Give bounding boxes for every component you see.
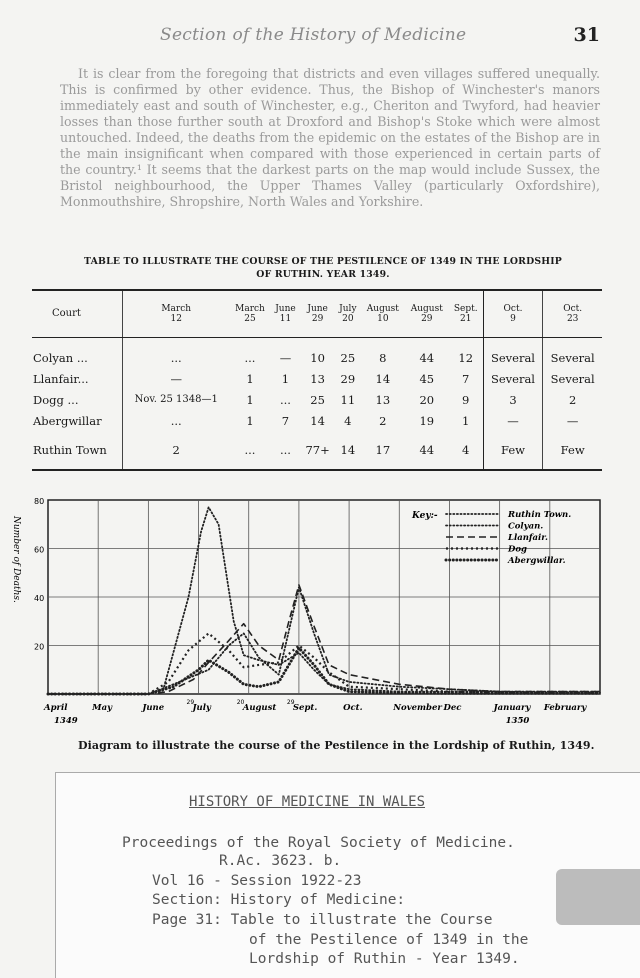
- x-tick-label: July: [192, 703, 211, 713]
- diagram-caption: Diagram to illustrate the course of the Pestilence in the Lordship of Ruthin, 1349.: [78, 739, 595, 752]
- court-name: Ruthin Town: [32, 431, 123, 470]
- table-cell: 25: [310, 392, 325, 407]
- table-cell: 1: [246, 392, 254, 407]
- table-cell: —: [483, 410, 543, 431]
- table-cell: Few: [543, 431, 602, 470]
- table-cell: 12: [458, 350, 474, 365]
- table-cell: ...: [123, 338, 230, 369]
- legend-title: Key:-: [412, 511, 438, 521]
- column-header: June 29: [300, 290, 334, 338]
- x-sublabel: 1349: [54, 716, 78, 726]
- table-caption: [58, 255, 588, 281]
- table-cell: Several: [543, 368, 602, 389]
- y-tick-label: 40: [34, 594, 45, 603]
- table-cell: 7: [281, 413, 290, 428]
- court-column-header: Court: [32, 290, 123, 338]
- table-row: [32, 431, 602, 470]
- x-tick-label: April: [44, 703, 68, 713]
- legend-label: Abergwillar.: [508, 556, 566, 566]
- x-tick-label: Sept.: [292, 703, 318, 713]
- table-cell: 4: [449, 431, 483, 470]
- table-cell: 1: [281, 371, 290, 386]
- table-cell: 19: [419, 413, 435, 428]
- table-cell: Few: [483, 431, 543, 470]
- table-cell: Nov. 25 1348—1: [123, 389, 230, 410]
- table-cell: 2: [543, 389, 602, 410]
- card-line: Vol 16 - Session 1922-23: [152, 873, 362, 889]
- card-line: R.Ac. 3623. b.: [219, 853, 342, 869]
- card-line: Proceedings of the Royal Society of Medicine.: [122, 835, 515, 851]
- column-header: Oct. 9: [483, 290, 543, 338]
- series-line: [48, 648, 600, 694]
- y-tick-label: 20: [34, 642, 45, 652]
- column-header: Oct. 23: [543, 290, 602, 338]
- table-cell: 4: [344, 413, 352, 428]
- column-header: Sept. 21: [449, 290, 483, 338]
- table-cell: 10: [310, 350, 325, 365]
- series-line: [48, 633, 600, 694]
- table-cell: 8: [379, 350, 387, 365]
- pestilence-table: [32, 289, 602, 471]
- column-header: August 10: [361, 290, 405, 338]
- catalogue-card: [55, 772, 640, 978]
- table-cell: 3: [483, 389, 543, 410]
- x-tick-label: January: [493, 703, 531, 713]
- legend-label: Colyan.: [508, 521, 544, 532]
- table-row: [32, 410, 602, 431]
- table-cell: 29: [340, 371, 356, 386]
- y-axis-label: Number of Deaths.: [11, 516, 21, 603]
- court-name: Dogg ...: [33, 392, 79, 407]
- body-paragraph: It is clear from the foregoing that districts and even villages suffered unequally. This is confirmed by other evidence. Thus, the Bishop of Winchester's manors immediately east and south of Winchester, e.g., Cheriton and Twyford, had heavier losses than those further south at Droxford and Bishop's Stoke which were almost untouched. Indeed, the deaths from the epidemic on the estates of the Bishop are in the main insignificant when compared with those experienced in certain parts of the country.¹ It seems that the darkest parts on the map would include Sussex, the Bristol neighbourhood, the Upper Thames Valley (particularly Oxfordshire), Monmouthshire, Shropshire, North Wales and Yorkshire.: [60, 66, 600, 209]
- table-cell: 1: [246, 413, 254, 428]
- running-title: Section of the History of Medicine: [160, 25, 467, 45]
- table-cell: Several: [543, 338, 602, 369]
- card-line: Lordship of Ruthin - Year 1349.: [249, 951, 520, 967]
- table-row: [32, 389, 602, 410]
- card-line: Page 31: Table to illustrate the Course: [152, 912, 493, 928]
- page-header: [0, 22, 640, 52]
- x-tick-label: August: [242, 703, 277, 713]
- table-cell: Several: [483, 338, 543, 369]
- table-cell: 9: [462, 392, 470, 407]
- table-cell: —: [123, 368, 230, 389]
- table-caption-line1: TABLE TO ILLUSTRATE THE COURSE OF THE PESTILENCE OF 1349 IN THE LORDSHIP: [84, 256, 562, 267]
- court-name: Colyan ...: [33, 350, 88, 365]
- column-header: July 20: [335, 290, 361, 338]
- table-cell: 14: [375, 371, 391, 386]
- table-cell: ...: [244, 350, 256, 365]
- card-line: Section: History of Medicine:: [152, 892, 406, 908]
- table-row: [32, 338, 602, 369]
- table-cell: 7: [462, 371, 470, 386]
- x-tick-label: Oct.: [343, 703, 363, 713]
- x-tick-label: May: [92, 703, 113, 713]
- x-tick-label: June: [142, 703, 165, 713]
- x-sublabel: 1350: [505, 716, 530, 726]
- table-cell: 20: [419, 392, 435, 407]
- x-prefix: 29: [186, 699, 195, 706]
- x-tick-label: November: [393, 703, 442, 713]
- card-heading: HISTORY OF MEDICINE IN WALES: [189, 794, 426, 810]
- y-tick-label: 80: [34, 497, 45, 506]
- column-header: June 11: [271, 290, 301, 338]
- x-prefix: 20: [236, 699, 245, 706]
- table-cell: 13: [375, 392, 391, 407]
- column-header: August 29: [405, 290, 449, 338]
- x-prefix: 29: [286, 699, 295, 706]
- legend-label: Dog: [508, 544, 527, 555]
- pestilence-line-chart: [0, 490, 640, 735]
- table-cell: 2: [123, 431, 230, 470]
- page-number: 31: [573, 24, 600, 46]
- court-name: Abergwillar: [33, 413, 102, 428]
- table-cell: Several: [483, 368, 543, 389]
- table-cell: ...: [229, 431, 270, 470]
- court-name: Llanfair...: [33, 371, 89, 386]
- table-cell: 45: [419, 371, 435, 386]
- y-tick-label: 60: [34, 545, 45, 555]
- legend-label: Llanfair.: [508, 533, 548, 543]
- table-cell: 1: [462, 413, 470, 428]
- table-header-row: [32, 290, 602, 338]
- table-cell: 77+: [300, 431, 334, 470]
- x-tick-label: February: [543, 703, 587, 713]
- table-cell: ...: [271, 431, 301, 470]
- card-line: of the Pestilence of 1349 in the: [249, 932, 529, 948]
- x-tick-label: Dec: [443, 703, 462, 713]
- table-row: [32, 368, 602, 389]
- table-cell: 25: [340, 350, 356, 365]
- stamp-smudge: [556, 869, 640, 925]
- table-cell: ...: [123, 410, 230, 431]
- table-cell: 14: [335, 431, 361, 470]
- table-cell: —: [279, 350, 292, 365]
- table-cell: 17: [361, 431, 405, 470]
- table-caption-line2: OF RUTHIN. YEAR 1349.: [256, 269, 390, 280]
- table-cell: 14: [310, 413, 325, 428]
- table-cell: 13: [310, 371, 325, 386]
- column-header: March 25: [229, 290, 270, 338]
- legend-label: Ruthin Town.: [508, 510, 572, 520]
- table-cell: 44: [405, 431, 449, 470]
- table-cell: 1: [246, 371, 254, 386]
- table-cell: 44: [419, 350, 435, 365]
- table-cell: 2: [379, 413, 387, 428]
- table-cell: ...: [279, 392, 291, 407]
- column-header: March 12: [123, 290, 230, 338]
- table-cell: —: [543, 410, 602, 431]
- table-cell: 11: [340, 392, 356, 407]
